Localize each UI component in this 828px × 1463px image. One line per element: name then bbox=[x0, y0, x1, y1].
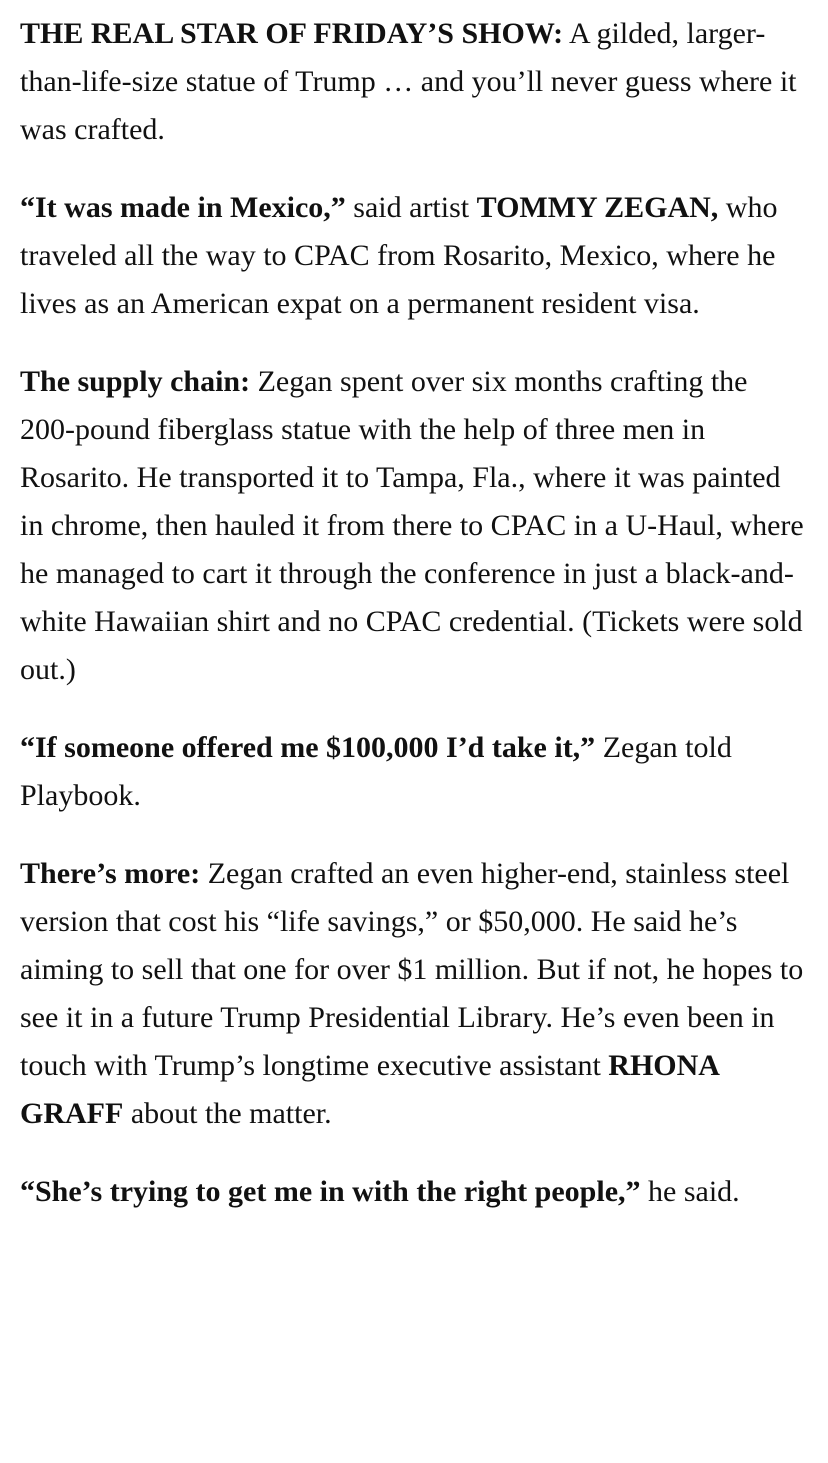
paragraph-supply-chain bbox=[20, 358, 808, 694]
paragraph-real-star bbox=[20, 10, 808, 154]
paragraph-offer-quote bbox=[20, 724, 808, 820]
paragraph-text: Zegan spent over six months crafting the 200-pound fiberglass statue with the help of three men in Rosarito. He transported it to Tampa, Fla., where it was painted in chrome, then hauled it from there to CPAC in a U-Haul, where he managed to cart it through the conference in just a black-and-white Hawaiian shirt and no CPAC credential. (Tickets were sold out.) bbox=[20, 365, 804, 686]
paragraph-text: about the matter. bbox=[123, 1097, 332, 1130]
paragraph-text: Zegan crafted an even higher-end, stainless steel version that cost his “life savings,” or $50,000. He said he’s aiming to sell that one for over $1 million. But if not, he hopes to see it in a future Trump Presidential Library. He’s even been in touch with Trump’s longtime executive assistant bbox=[20, 857, 804, 1082]
paragraph-made-in-mexico bbox=[20, 184, 808, 328]
quote-offer: “If someone offered me $100,000 I’d take it,” bbox=[20, 731, 596, 764]
paragraph-text: said artist bbox=[345, 191, 477, 224]
paragraph-text: he said. bbox=[640, 1175, 740, 1208]
person-name-tommy-zegan: TOMMY ZEGAN, bbox=[476, 191, 719, 224]
paragraph-text: A gilded, larger-than-life-size statue of Trump … and you’ll never guess where it was crafted. bbox=[20, 17, 797, 146]
quote-made-in-mexico: “It was made in Mexico,” bbox=[20, 191, 346, 224]
lead-in-supply-chain: The supply chain: bbox=[20, 365, 251, 398]
lead-in-theres-more: There’s more: bbox=[20, 857, 201, 890]
quote-right-people: “She’s trying to get me in with the right people,” bbox=[20, 1175, 641, 1208]
person-name-rhona-graff: RHONA GRAFF bbox=[20, 1049, 719, 1130]
paragraph-right-people-quote bbox=[20, 1168, 808, 1216]
paragraph-text: who traveled all the way to CPAC from Rosarito, Mexico, where he lives as an American expat on a permanent resident visa. bbox=[20, 191, 778, 320]
lead-in-real-star: THE REAL STAR OF FRIDAY’S SHOW: bbox=[20, 17, 564, 50]
paragraph-theres-more bbox=[20, 850, 808, 1138]
paragraph-text: Zegan told Playbook. bbox=[20, 731, 732, 812]
